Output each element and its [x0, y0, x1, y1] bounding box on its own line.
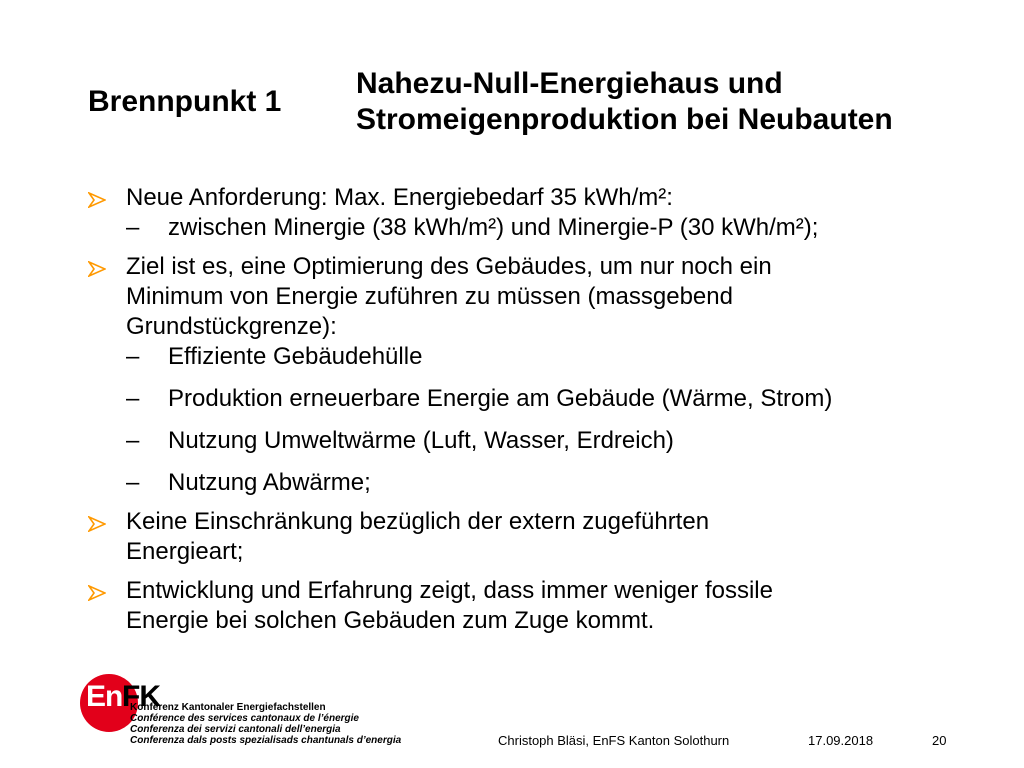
sub-item-text: Nutzung Abwärme;	[168, 469, 371, 496]
bullet-item	[86, 576, 986, 636]
logo-line: Conférence des services cantonaux de l’énergie	[130, 713, 359, 724]
dash: –	[126, 427, 140, 454]
bullet-text-line: Minimum von Energie zuführen zu müssen (massgebend	[126, 283, 733, 310]
sub-item	[126, 213, 986, 243]
bullet-item	[86, 183, 986, 243]
sub-item-text: Nutzung Umweltwärme (Luft, Wasser, Erdreich)	[168, 427, 674, 454]
sub-item	[126, 342, 986, 372]
dash: –	[126, 343, 140, 370]
arrow-bullet-icon	[88, 585, 106, 601]
bullet-list	[86, 183, 986, 645]
bullet-text-line: Entwicklung und Erfahrung zeigt, dass immer weniger fossile	[126, 577, 773, 604]
sub-item-text: zwischen Minergie (38 kWh/m²) und Minergie-P (30 kWh/m²);	[168, 214, 819, 241]
logo-line: Conferenza dals posts spezialisads chantunals d’energia	[130, 735, 402, 746]
bullet-text-line: Ziel ist es, eine Optimierung des Gebäudes, um nur noch ein	[126, 253, 772, 280]
enfk-logo	[78, 672, 438, 762]
title-line: Nahezu-Null-Energiehaus und	[356, 67, 783, 100]
slide-title-left: Brennpunkt 1	[88, 85, 282, 118]
bullet-text-line: Grundstückgrenze):	[126, 313, 337, 340]
logo-line: Konferenz Kantonaler Energiefachstellen	[130, 702, 326, 713]
logo-text-en: En	[86, 680, 123, 713]
sub-item-text: Effiziente Gebäudehülle	[168, 343, 423, 370]
dash: –	[126, 214, 140, 241]
bullet-item	[86, 252, 986, 498]
logo-text-fk: FK	[122, 680, 160, 713]
dash: –	[126, 469, 140, 496]
sub-item	[126, 468, 986, 498]
dash: –	[126, 385, 140, 412]
footer-date: 17.09.2018	[808, 733, 874, 748]
arrow-bullet-icon	[88, 516, 106, 532]
title-line: Stromeigenproduktion bei Neubauten	[356, 103, 893, 136]
sub-item-text: Produktion erneuerbare Energie am Gebäude (Wärme, Strom)	[168, 385, 833, 412]
footer-page-number: 20	[932, 733, 947, 748]
slide-title-right	[356, 66, 996, 138]
bullet-item	[86, 507, 986, 567]
bullet-text-line: Energieart;	[126, 538, 244, 565]
bullet-text-line: Neue Anforderung: Max. Energiebedarf 35 kWh/m²:	[126, 184, 673, 211]
logo-org-names	[130, 702, 401, 746]
sub-item	[126, 426, 986, 456]
sub-item	[126, 384, 986, 414]
arrow-bullet-icon	[88, 261, 106, 277]
bullet-text-line: Energie bei solchen Gebäuden zum Zuge kommt.	[126, 607, 655, 634]
footer-author: Christoph Bläsi, EnFS Kanton Solothurn	[498, 733, 730, 748]
arrow-bullet-icon	[88, 192, 106, 208]
logo-line: Conferenza dei servizi cantonali dell’energia	[130, 724, 341, 735]
bullet-text-line: Keine Einschränkung bezüglich der extern zugeführten	[126, 508, 710, 535]
